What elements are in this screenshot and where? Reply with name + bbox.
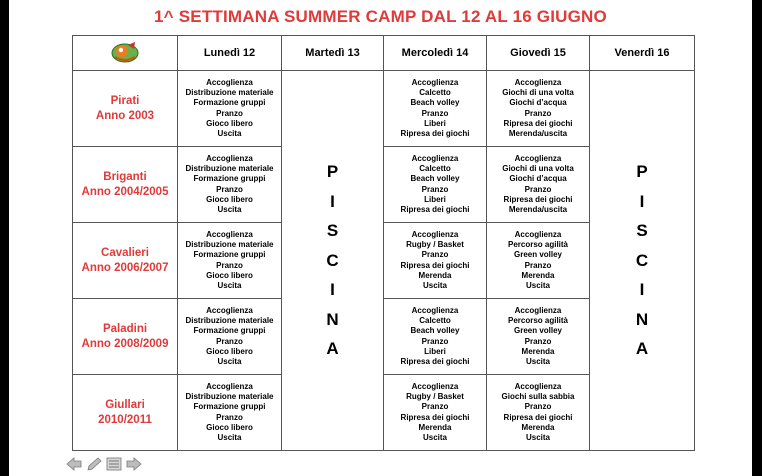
activity-item: Distribuzione materiale [185, 239, 274, 249]
activity-item: Formazione gruppi [193, 174, 266, 184]
activity-item: Calcetto [419, 87, 451, 97]
activity-item: Giochi d’acqua [509, 98, 567, 108]
slide [9, 0, 752, 476]
activity-item: Merenda [521, 346, 555, 356]
activity-item: Gioco libero [206, 270, 253, 280]
activity-item: Rugby / Basket [406, 239, 464, 249]
activity-item: Liberi [424, 118, 446, 128]
activity-item: Ripresa dei giochi [503, 194, 573, 204]
piscina-letter: C [635, 250, 649, 270]
activity-item: Giochi di una volta [502, 163, 574, 173]
activity-item: Pranzo [421, 250, 449, 260]
activity-item: Uscita [422, 281, 447, 291]
activity-item: Ripresa dei giochi [503, 118, 573, 128]
mercoledi-activities [384, 71, 487, 147]
group-name: Paladini [102, 322, 148, 335]
activity-item: Accoglienza [411, 77, 459, 87]
group-cell [73, 71, 178, 147]
activity-item: Accoglienza [411, 153, 459, 163]
piscina-letter: N [635, 309, 649, 329]
activity-item: Merenda [418, 270, 452, 280]
activity-item: Giochi di una volta [502, 87, 574, 97]
activity-item: Formazione gruppi [193, 250, 266, 260]
group-name: Giullari [105, 398, 145, 411]
activity-item: Pranzo [524, 260, 552, 270]
activity-item: Merenda [521, 422, 555, 432]
giovedi-activities [487, 147, 590, 223]
activity-item: Pranzo [216, 412, 243, 422]
activity-item: Pranzo [216, 184, 243, 194]
activity-item: Pranzo [524, 336, 552, 346]
piscina-letter: I [330, 191, 335, 211]
piscina-letter: I [639, 191, 645, 211]
activity-item: Pranzo [216, 336, 243, 346]
group-year: Anno 2006/2007 [81, 261, 169, 274]
group-year: Anno 2003 [95, 109, 155, 122]
arrow-right-icon[interactable] [126, 457, 142, 471]
activity-item: Distribuzione materiale [185, 87, 274, 97]
activity-item: Merenda [521, 270, 555, 280]
piscina-letter: I [330, 280, 335, 300]
group-cell [73, 147, 178, 223]
piscina-letter: P [636, 162, 648, 182]
header-row [73, 36, 695, 71]
activity-item: Accoglienza [411, 381, 459, 391]
activity-item: Gioco libero [206, 118, 253, 128]
activity-item: Accoglienza [206, 305, 253, 315]
activity-item: Ripresa dei giochi [400, 412, 470, 422]
piscina-letter: P [326, 162, 339, 182]
activity-item: Formazione gruppi [193, 326, 266, 336]
giovedi-activities [487, 299, 590, 375]
activity-item: Percorso agilità [507, 315, 569, 325]
activity-item: Distribuzione materiale [185, 391, 274, 401]
arrow-left-icon[interactable] [66, 457, 82, 471]
mercoledi-activities [384, 223, 487, 299]
giovedi-activities [487, 71, 590, 147]
piscina-letter: A [326, 339, 339, 359]
slide-title: 1^ SETTIMANA SUMMER CAMP DAL 12 AL 16 GIUGNO [154, 7, 607, 26]
activity-item: Gioco libero [206, 194, 253, 204]
activity-item: Accoglienza [206, 229, 253, 239]
menu-icon[interactable] [106, 457, 122, 471]
activity-item: Merenda/uscita [508, 129, 568, 139]
piscina-letter: S [326, 221, 339, 241]
activity-item: Merenda [418, 422, 452, 432]
giovedi-activities [487, 223, 590, 299]
day-header-mercoledi: Mercoledì 14 [384, 36, 487, 71]
activity-item: Beach volley [410, 98, 460, 108]
activity-item: Accoglienza [514, 153, 562, 163]
activity-item: Uscita [525, 433, 550, 443]
mercoledi-activities [384, 375, 487, 451]
activity-item: Accoglienza [514, 305, 562, 315]
group-name: Cavalieri [101, 246, 149, 259]
lunedi-activities [178, 299, 282, 375]
activity-item: Percorso agilità [507, 239, 569, 249]
camp-logo-icon [110, 39, 140, 65]
activity-item: Uscita [217, 129, 242, 139]
activity-item: Gioco libero [206, 422, 253, 432]
martedi-piscina-cell [282, 71, 384, 451]
activity-item: Pranzo [421, 336, 449, 346]
group-cell [73, 375, 178, 451]
group-year: 2010/2011 [98, 413, 152, 426]
activity-item: Merenda/uscita [508, 205, 568, 215]
mercoledi-activities [384, 147, 487, 223]
day-header-venerdi: Venerdì 16 [590, 36, 695, 71]
lunedi-activities [178, 223, 282, 299]
lunedi-activities [178, 375, 282, 451]
activity-item: Liberi [424, 194, 446, 204]
activity-item: Pranzo [524, 108, 552, 118]
piscina-letter: A [635, 339, 649, 359]
group-row [73, 71, 695, 147]
activity-item: Green volley [513, 326, 563, 336]
activity-item: Uscita [422, 433, 447, 443]
piscina-letter: I [639, 280, 645, 300]
piscina-letter: N [326, 309, 339, 329]
activity-item: Giochi d’acqua [509, 174, 567, 184]
activity-item: Accoglienza [411, 305, 459, 315]
activity-item: Beach volley [410, 174, 460, 184]
piscina-letter: C [326, 250, 339, 270]
slide-navigation [66, 457, 142, 473]
group-year: Anno 2008/2009 [81, 337, 169, 350]
activity-item: Ripresa dei giochi [400, 129, 470, 139]
activity-item: Distribuzione materiale [185, 163, 274, 173]
activity-item: Accoglienza [411, 229, 459, 239]
activity-item: Uscita [217, 281, 242, 291]
activity-item: Pranzo [216, 260, 243, 270]
activity-item: Accoglienza [206, 381, 253, 391]
group-year: Anno 2004/2005 [81, 185, 169, 198]
logo-cell [73, 36, 178, 71]
activity-item: Ripresa dei giochi [400, 260, 470, 270]
activity-item: Formazione gruppi [193, 98, 266, 108]
activity-item: Uscita [217, 433, 242, 443]
activity-item: Ripresa dei giochi [400, 205, 470, 215]
activity-item: Uscita [525, 357, 550, 367]
activity-item: Accoglienza [206, 77, 253, 87]
group-cell [73, 223, 178, 299]
giovedi-activities [487, 375, 590, 451]
activity-item: Distribuzione materiale [185, 315, 274, 325]
activity-item: Uscita [525, 281, 550, 291]
group-cell [73, 299, 178, 375]
activity-item: Ripresa dei giochi [400, 357, 470, 367]
activity-item: Rugby / Basket [406, 391, 464, 401]
activity-item: Uscita [217, 357, 242, 367]
activity-item: Pranzo [421, 402, 449, 412]
activity-item: Ripresa dei giochi [503, 412, 573, 422]
group-name: Briganti [103, 170, 147, 183]
pen-icon[interactable] [86, 457, 102, 471]
day-header-giovedi: Giovedì 15 [487, 36, 590, 71]
lunedi-activities [178, 147, 282, 223]
schedule-table [72, 35, 695, 451]
activity-item: Calcetto [419, 163, 451, 173]
activity-item: Pranzo [524, 402, 552, 412]
day-header-lunedi: Lunedì 12 [178, 36, 282, 71]
activity-item: Pranzo [524, 184, 552, 194]
activity-item: Calcetto [419, 315, 451, 325]
activity-item: Green volley [513, 250, 563, 260]
activity-item: Accoglienza [206, 153, 253, 163]
venerdi-piscina-cell [590, 71, 695, 451]
activity-item: Pranzo [421, 108, 449, 118]
mercoledi-activities [384, 299, 487, 375]
activity-item: Gioco libero [206, 346, 253, 356]
activity-item: Pranzo [421, 184, 449, 194]
activity-item: Accoglienza [514, 381, 562, 391]
piscina-letter: S [636, 221, 648, 241]
activity-item: Uscita [217, 205, 242, 215]
activity-item: Pranzo [216, 108, 243, 118]
activity-item: Giochi sulla sabbia [501, 391, 575, 401]
group-name: Pirati [110, 94, 140, 107]
activity-item: Liberi [424, 346, 446, 356]
activity-item: Accoglienza [514, 77, 562, 87]
activity-item: Beach volley [410, 326, 460, 336]
activity-item: Formazione gruppi [193, 402, 266, 412]
activity-item: Accoglienza [514, 229, 562, 239]
day-header-martedi: Martedì 13 [282, 36, 384, 71]
lunedi-activities [178, 71, 282, 147]
